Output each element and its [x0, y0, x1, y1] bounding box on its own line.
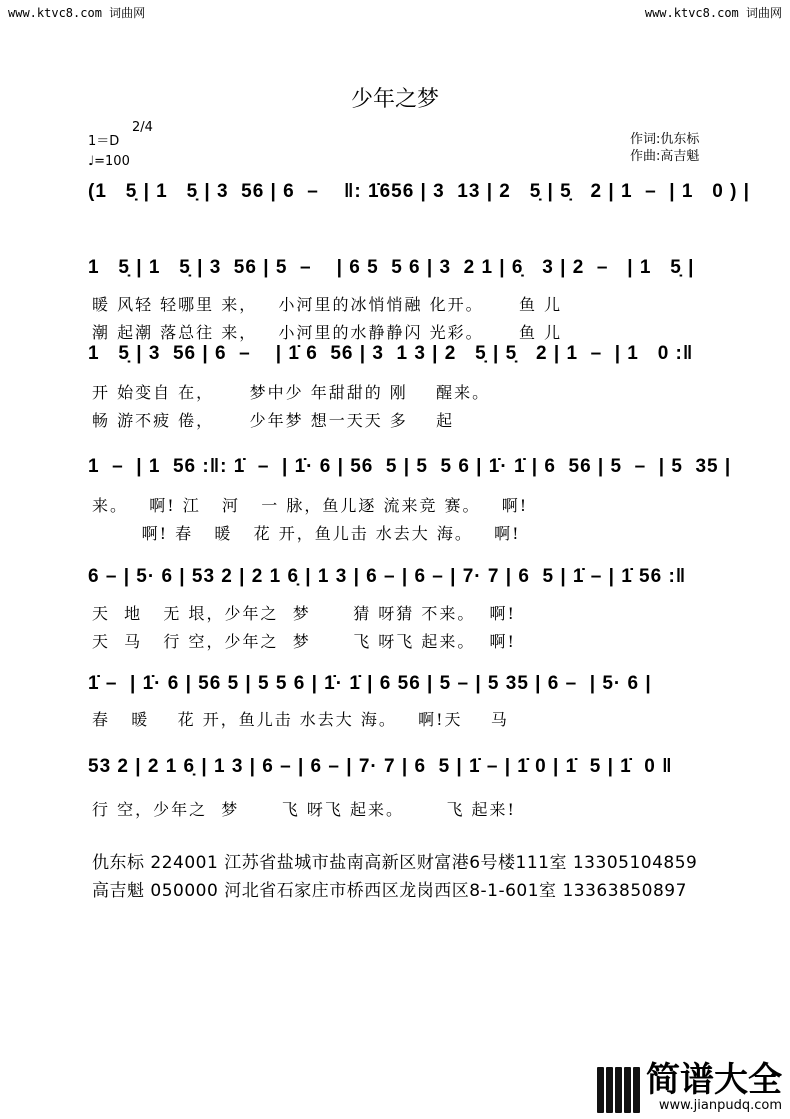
lyric-line: 春 暖 花 开，鱼儿击 水去大 海。 啊!天 马 [92, 710, 509, 729]
watermark-right: www.ktvc8.com 词曲网 [644, 6, 782, 20]
logo-text: 简谱大全 [646, 1060, 782, 1100]
lyricist-credit: 作词:仇东标 [630, 132, 700, 147]
composer-credit: 作曲:高吉魁 [630, 149, 700, 164]
watermark-left: www.ktvc8.com 词曲网 [8, 6, 146, 20]
lyric-line: 畅 游不疲 倦， 少年梦 想一天天 多 起 [92, 411, 455, 430]
key-signature: 1＝D [88, 134, 120, 149]
contact-lyricist: 仇东标 224001 江苏省盐城市盐南高新区财富港6号楼111室 13305104859 [92, 853, 698, 873]
lyric-line: 啊! 春 暖 花 开，鱼儿击 水去大 海。 啊! [92, 524, 521, 543]
contact-composer: 高吉魁 050000 河北省石家庄市桥西区龙岗西区8-1-601室 13363850897 [92, 881, 687, 901]
lyric-line: 天 马 行 空，少年之 梦 飞 呀飞 起来。 啊! [92, 632, 516, 651]
notation-line-4: 1 – | 1 56 :‖: 1̇ – | 1̇· 6 | 56 5 | 5 5 6 | 1̇· 1̇ | 6 56 | 5 – | 5 35 | [88, 456, 732, 477]
lyric-line: 暖 风轻 轻哪里 来， 小河里的冰悄悄融 化开。 鱼 儿 [92, 295, 563, 314]
lyric-line: 潮 起潮 落总往 来， 小河里的水静静闪 光彩。 鱼 儿 [92, 323, 563, 342]
time-signature: 2/4 [132, 120, 153, 135]
lyric-line: 来。 啊! 江 河 一 脉，鱼儿逐 流来竞 赛。 啊! [92, 496, 529, 515]
tempo-marking: ♩=100 [88, 154, 130, 169]
notation-line-1: (1 5̣ | 1 5̣ | 3 56 | 6 – ‖: 1̇656 | 3 13 | 2 5̣ | 5̣ 2 | 1 – | 1 0 ) | [88, 181, 750, 202]
notation-line-2: 1 5̣ | 1 5̣ | 3 56 | 5 – | 6 5 5 6 | 3 2 1 | 6̣ 3 | 2 – | 1 5̣ | [88, 257, 695, 278]
notation-line-6: 1̇ – | 1̇· 6 | 56 5 | 5 5 6 | 1̇· 1̇ | 6 56 | 5 – | 5 35 | 6 – | 5· 6 | [88, 673, 652, 694]
lyric-line: 开 始变自 在， 梦中少 年甜甜的 刚 醒来。 [92, 383, 491, 402]
piano-keys-icon [597, 1067, 640, 1113]
notation-line-5: 6 – | 5· 6 | 53 2 | 2 1 6̣ | 1 3 | 6 – | 6 – | 7· 7 | 6 5 | 1̇ – | 1̇ 56 :‖ [88, 566, 687, 587]
lyric-line: 行 空，少年之 梦 飞 呀飞 起来。 飞 起来! [92, 800, 516, 819]
song-title: 少年之梦 [350, 87, 439, 112]
logo-url: www.jianpudq.com [658, 1098, 782, 1113]
notation-line-3: 1 5̣ | 3 56 | 6 – | 1̇ 6 56 | 3 1 3 | 2 5̣ | 5̣ 2 | 1 – | 1 0 :‖ [88, 343, 694, 364]
notation-line-7: 53 2 | 2 1 6̣ | 1 3 | 6 – | 6 – | 7· 7 | 6 5 | 1̇ – | 1̇ 0 | 1̇ 5 | 1̇ 0 ‖ [88, 756, 673, 777]
site-logo [597, 1062, 782, 1113]
lyric-line: 天 地 无 垠，少年之 梦 猜 呀猜 不来。 啊! [92, 604, 516, 623]
